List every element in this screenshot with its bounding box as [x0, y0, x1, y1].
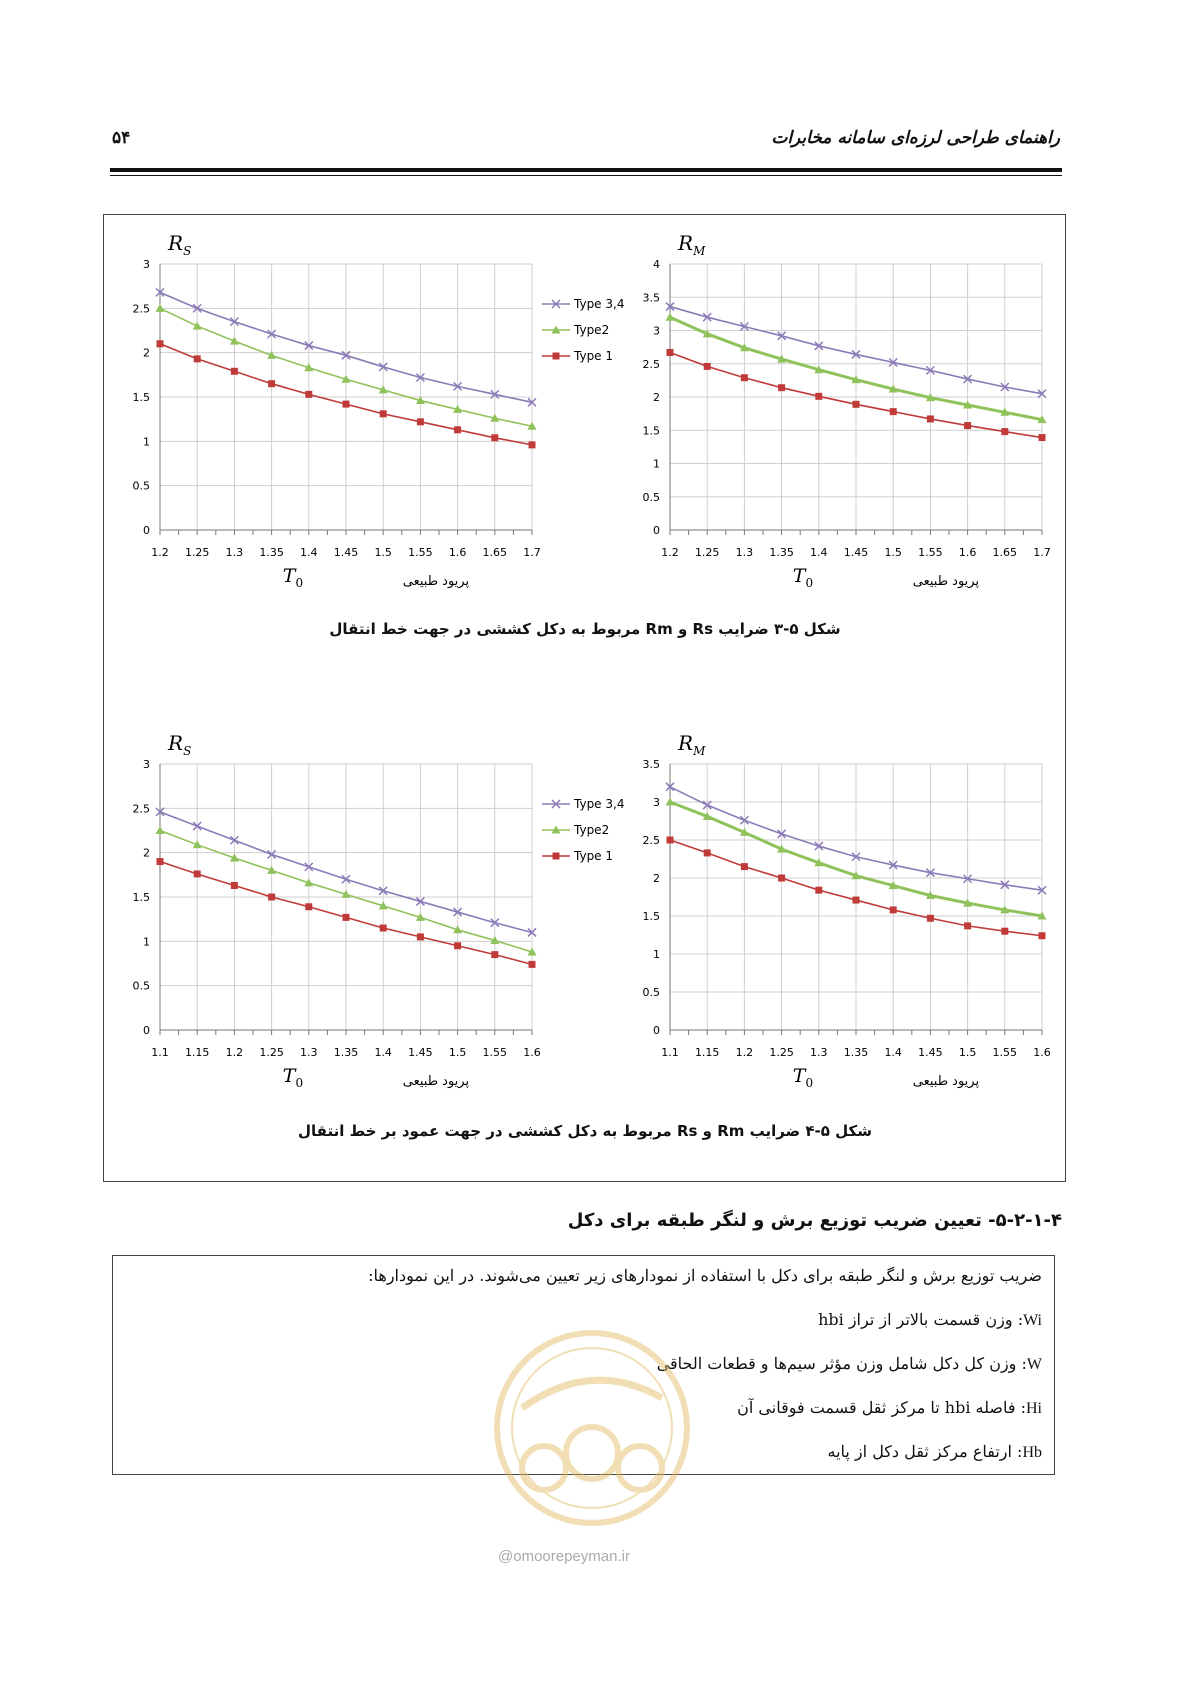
header-rule-thin — [110, 175, 1062, 176]
y-tick-label: 0.5 — [132, 479, 150, 493]
running-title: راهنمای طراحی لرزه‌ای سامانه مخابرات — [771, 128, 1060, 148]
y-tick-label: 0 — [653, 1024, 660, 1037]
data-point — [853, 401, 860, 408]
x-tick-label: 1.45 — [918, 1046, 943, 1059]
data-point — [156, 826, 165, 834]
y-tick-label: 1 — [653, 457, 660, 471]
y-axis-label: $R_S$ — [168, 231, 192, 258]
y-tick-label: 2.5 — [132, 802, 150, 816]
data-point — [231, 368, 238, 375]
data-point — [454, 426, 461, 433]
x-tick-label: 1.35 — [259, 546, 284, 559]
watermark-text: @omoorepeyman.ir — [498, 1548, 630, 1565]
x-tick-label: 1.25 — [694, 546, 720, 559]
data-point — [927, 915, 934, 922]
chart-svg — [618, 228, 1058, 590]
data-point — [231, 882, 238, 889]
data-point — [343, 401, 350, 408]
x-tick-label: 1.6 — [448, 546, 467, 559]
y-tick-label: 1 — [653, 948, 660, 961]
y-tick-label: 3 — [143, 758, 150, 771]
x-tick-label: 1.3 — [735, 546, 754, 559]
x-tick-label: 1.65 — [992, 546, 1018, 559]
y-tick-label: 0.5 — [132, 979, 150, 993]
x-tick-label: 1.6 — [1033, 1046, 1051, 1059]
data-point — [380, 925, 387, 932]
y-tick-label: 1.5 — [642, 910, 660, 923]
chart-svg — [108, 228, 625, 590]
data-point — [193, 322, 202, 330]
x-tick-label: 1.4 — [300, 546, 318, 559]
x-tick-label: 1.55 — [408, 546, 433, 559]
x-tick-label: 1.4 — [374, 1046, 392, 1059]
header-rule-thick — [110, 168, 1062, 172]
x-tick-label: 1.45 — [843, 546, 869, 559]
y-tick-label: 4 — [653, 258, 660, 271]
x-tick-label: 1.3 — [300, 1046, 318, 1059]
x-axis-label-fa: پریود طبیعی — [912, 574, 980, 589]
definition-w — [657, 1354, 1042, 1374]
figure-caption-5-3: شکل ۵-۳ ضرایب Rs و Rm مربوط به دکل کششی در جهت خط انتقال — [329, 620, 841, 638]
y-axis-label: $R_M$ — [678, 731, 706, 758]
x-tick-label: 1.2 — [735, 1046, 754, 1059]
data-point — [1039, 434, 1046, 441]
y-tick-label: 3 — [143, 258, 150, 271]
y-tick-label: 2 — [653, 391, 660, 404]
y-axis-label-subscript: M — [693, 244, 706, 258]
x-axis-label: $T_0$ — [792, 1065, 814, 1090]
y-tick-label: 0 — [143, 1024, 150, 1037]
definition-w-text: : وزن کل دکل شامل وزن مؤثر سیم‌ها و قطعات الحاقی — [656, 1354, 1027, 1373]
page-number: ۵۴ — [112, 128, 131, 148]
data-point — [964, 422, 971, 429]
data-point — [815, 393, 822, 400]
y-tick-label: 1.5 — [132, 391, 150, 404]
data-point — [704, 849, 711, 856]
watermark-seal-icon — [482, 1318, 702, 1558]
data-point — [529, 961, 536, 968]
y-tick-label: 0 — [653, 524, 660, 537]
x-tick-label: 1.55 — [992, 1046, 1018, 1059]
x-tick-label: 1.1 — [661, 1046, 679, 1059]
chart-svg — [618, 728, 1058, 1090]
y-tick-label: 2 — [143, 846, 150, 860]
x-tick-label: 1.4 — [810, 546, 828, 559]
y-axis-label: $R_S$ — [168, 731, 192, 758]
figure-caption-5-4: شکل ۵-۴ ضرایب Rm و Rs مربوط به دکل کششی در جهت عمود بر خط انتقال — [298, 1122, 872, 1140]
definitions-intro: ضریب توزیع برش و لنگر طبقه برای دکل با استفاده از نمودارهای زیر تعیین می‌شوند. در این نمودارها: — [368, 1266, 1042, 1285]
legend-marker — [553, 853, 560, 860]
y-tick-label: 2.5 — [132, 302, 150, 316]
x-axis-label-fa: پریود طبیعی — [402, 1074, 470, 1089]
legend-label: Type2 — [574, 823, 610, 837]
y-tick-label: 2.5 — [642, 834, 660, 847]
legend-label: Type 3,4 — [574, 297, 625, 311]
x-tick-label: 1.45 — [408, 1046, 433, 1059]
y-tick-label: 0 — [143, 524, 150, 537]
data-point — [1001, 428, 1008, 435]
y-axis-label-subscript: S — [183, 244, 192, 258]
data-point — [667, 349, 674, 356]
x-tick-label: 1.2 — [661, 546, 679, 559]
x-tick-label: 1.5 — [374, 546, 392, 559]
data-point — [778, 384, 785, 391]
y-axis-label: $R_M$ — [678, 231, 706, 258]
x-axis-label: $T_0$ — [282, 565, 304, 590]
data-point — [741, 863, 748, 870]
y-tick-label: 1.5 — [132, 891, 150, 904]
data-point — [964, 922, 971, 929]
data-point — [741, 374, 748, 381]
y-axis-label-subscript: S — [183, 744, 192, 758]
x-tick-label: 1.45 — [333, 546, 359, 559]
data-point — [194, 870, 201, 877]
y-tick-label: 0.5 — [642, 986, 660, 999]
data-point — [1001, 928, 1008, 935]
x-axis-label-fa: پریود طبیعی — [402, 574, 470, 589]
data-point — [380, 410, 387, 417]
x-tick-label: 1.3 — [225, 546, 244, 559]
chart-rs-along-line — [108, 228, 625, 590]
data-point — [268, 380, 275, 387]
data-point — [1039, 932, 1046, 939]
legend-label: Type2 — [574, 323, 610, 337]
x-tick-label: 1.6 — [523, 1046, 541, 1059]
definition-wi-key: Wi — [1023, 1312, 1042, 1329]
data-point — [704, 363, 711, 370]
x-axis-label-subscript: 0 — [805, 576, 814, 590]
data-point — [491, 951, 498, 958]
x-tick-label: 1.6 — [958, 546, 977, 559]
x-tick-label: 1.35 — [843, 1046, 869, 1059]
data-point — [778, 875, 785, 882]
y-tick-label: 2.5 — [642, 357, 660, 371]
definition-hi — [737, 1398, 1042, 1418]
x-tick-label: 1.55 — [918, 546, 943, 559]
y-tick-label: 1 — [143, 935, 150, 949]
y-tick-label: 3 — [653, 324, 660, 338]
data-point — [666, 313, 675, 321]
x-axis-label-subscript: 0 — [295, 576, 304, 590]
y-axis-label-subscript: M — [693, 744, 706, 758]
legend-label: Type 1 — [574, 849, 614, 863]
x-tick-label: 1.5 — [448, 1046, 467, 1059]
y-tick-label: 3 — [653, 796, 660, 809]
definition-wi — [818, 1310, 1042, 1330]
x-tick-label: 1.7 — [1033, 546, 1051, 559]
x-axis-label-subscript: 0 — [805, 1076, 814, 1090]
x-tick-label: 1.25 — [769, 1046, 794, 1059]
data-point — [815, 887, 822, 894]
data-point — [454, 942, 461, 949]
x-tick-label: 1.25 — [259, 1046, 284, 1059]
legend-marker — [553, 353, 560, 360]
data-point — [529, 441, 536, 448]
x-tick-label: 1.65 — [482, 546, 508, 559]
data-point — [417, 418, 424, 425]
data-point — [305, 903, 312, 910]
x-tick-label: 1.7 — [523, 546, 541, 559]
x-axis-label-fa: پریود طبیعی — [912, 1074, 980, 1089]
data-point — [305, 391, 312, 398]
data-point — [157, 858, 164, 865]
x-tick-label: 1.15 — [694, 1046, 720, 1059]
y-tick-label: 3.5 — [642, 758, 660, 771]
x-tick-label: 1.1 — [151, 1046, 169, 1059]
data-point — [853, 897, 860, 904]
x-tick-label: 1.35 — [333, 1046, 359, 1059]
legend-label: Type 1 — [574, 349, 614, 363]
data-point — [343, 914, 350, 921]
chart-rs-perpendicular — [108, 728, 625, 1090]
x-axis-label: $T_0$ — [282, 1065, 304, 1090]
page-header — [112, 128, 1060, 158]
definition-wi-text: : وزن قسمت بالاتر از تراز hbi — [818, 1310, 1024, 1329]
data-point — [157, 340, 164, 347]
y-tick-label: 1.5 — [642, 424, 660, 438]
data-point — [890, 408, 897, 415]
definition-hi-key: Hi — [1026, 1400, 1042, 1417]
x-tick-label: 1.25 — [184, 546, 210, 559]
x-axis-label: $T_0$ — [792, 565, 814, 590]
y-tick-label: 1 — [143, 435, 150, 449]
section-heading: ۵-۲-۱-۴- تعیین ضریب توزیع برش و لنگر طبقه برای دکل — [567, 1210, 1062, 1231]
data-point — [491, 434, 498, 441]
x-tick-label: 1.4 — [884, 1046, 902, 1059]
data-point — [194, 355, 201, 362]
definition-hb-key: Hb — [1022, 1444, 1042, 1461]
definition-hi-text: : فاصله hbi تا مرکز ثقل قسمت فوقانی آن — [737, 1398, 1026, 1417]
data-point — [417, 933, 424, 940]
data-point — [927, 415, 934, 422]
y-tick-label: 2 — [653, 872, 660, 885]
data-point — [268, 894, 275, 901]
x-tick-label: 1.35 — [769, 546, 794, 559]
data-point — [667, 837, 674, 844]
x-tick-label: 1.55 — [482, 1046, 508, 1059]
definition-hb-text: : ارتفاع مرکز ثقل دکل از پایه — [827, 1442, 1023, 1461]
chart-rm-perpendicular — [618, 728, 1058, 1090]
x-axis-label-subscript: 0 — [295, 1076, 304, 1090]
y-tick-label: 3.5 — [642, 291, 660, 305]
definition-hb — [827, 1442, 1042, 1462]
y-tick-label: 2 — [143, 346, 150, 360]
x-tick-label: 1.15 — [184, 1046, 210, 1059]
chart-rm-along-line — [618, 228, 1058, 590]
x-tick-label: 1.3 — [810, 1046, 828, 1059]
x-tick-label: 1.2 — [225, 1046, 244, 1059]
data-point — [890, 906, 897, 913]
y-tick-label: 0.5 — [642, 490, 660, 504]
x-tick-label: 1.5 — [958, 1046, 977, 1059]
x-tick-label: 1.2 — [151, 546, 169, 559]
legend-label: Type 3,4 — [574, 797, 625, 811]
definition-w-key: W — [1026, 1356, 1042, 1373]
x-tick-label: 1.5 — [884, 546, 902, 559]
chart-svg — [108, 728, 625, 1090]
